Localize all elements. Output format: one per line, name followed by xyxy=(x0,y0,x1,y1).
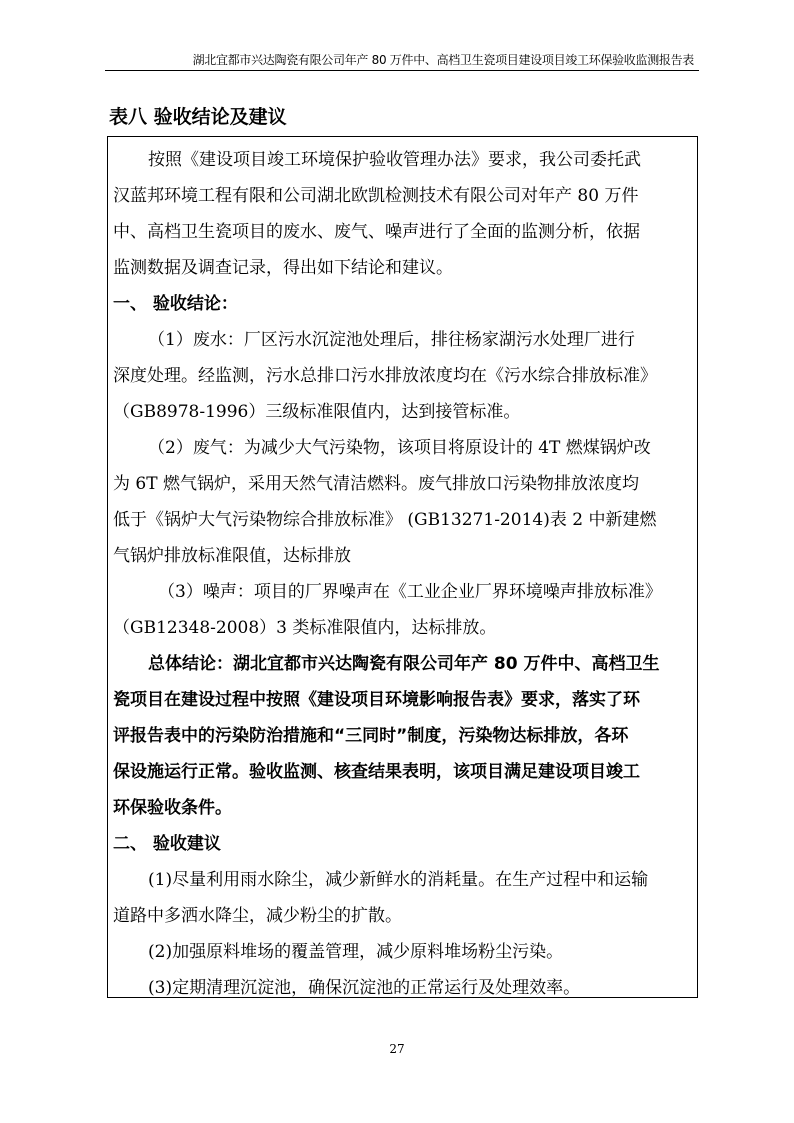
noise-line: （3）噪声：项目的厂界噪声在《工业企业厂界环境噪声排放标准》 xyxy=(158,582,662,602)
overall-conclusion-line: 瓷项目在建设过程中按照《建设项目环境影响报告表》要求，落实了环 xyxy=(113,690,640,710)
noise-line: （GB12348-2008）3 类标准限值内，达标排放。 xyxy=(113,618,497,638)
intro-line: 中、高档卫生瓷项目的废水、废气、噪声进行了全面的监测分析，依据 xyxy=(113,222,640,242)
overall-conclusion-line: 评报告表中的污染防治措施和“三同时”制度，污染物达标排放，各环 xyxy=(113,726,629,746)
suggestion-line: 道路中多洒水降尘，减少粉尘的扩散。 xyxy=(113,906,402,926)
exhaust-line: 低于《锅炉大气污染物综合排放标准》 (GB13271-2014)表 2 中新建燃 xyxy=(113,510,657,530)
overall-conclusion-line: 环保验收条件。 xyxy=(113,798,232,818)
report-header: 湖北宜都市兴达陶瓷有限公司年产 80 万件中、高档卫生瓷项目建设项目竣工环保验收监测报告表 xyxy=(192,53,694,67)
section-title: 表八 验收结论及建议 xyxy=(109,106,287,128)
suggestion-line: (3)定期清理沉淀池，确保沉淀池的正常运行及处理效率。 xyxy=(148,978,581,998)
exhaust-line: 气锅炉排放标准限值，达标排放 xyxy=(113,546,351,566)
heading-conclusion: 一、 验收结论： xyxy=(113,294,238,314)
intro-line: 汉蓝邦环境工程有限和公司湖北欧凯检测技术有限公司对年产 80 万件 xyxy=(113,186,639,206)
wastewater-line: 深度处理。经监测，污水总排口污水排放浓度均在《污水综合排放标准》 xyxy=(113,366,657,386)
exhaust-line: （2）废气：为减少大气污染物，该项目将原设计的 4T 燃煤锅炉改 xyxy=(148,438,651,458)
exhaust-line: 为 6T 燃气锅炉，采用天然气清洁燃料。废气排放口污染物排放浓度均 xyxy=(113,474,639,494)
suggestion-line: (1)尽量利用雨水除尘，减少新鲜水的消耗量。在生产过程中和运输 xyxy=(148,870,649,890)
suggestion-line: (2)加强原料堆场的覆盖管理，减少原料堆场粉尘污染。 xyxy=(148,942,564,962)
header-divider xyxy=(105,70,699,71)
wastewater-line: （1）废水：厂区污水沉淀池处理后，排往杨家湖污水处理厂进行 xyxy=(148,330,635,350)
page-number: 27 xyxy=(389,1042,405,1056)
overall-conclusion-line: 总体结论：湖北宜都市兴达陶瓷有限公司年产 80 万件中、高档卫生 xyxy=(148,654,660,674)
intro-line: 监测数据及调查记录，得出如下结论和建议。 xyxy=(113,258,453,278)
wastewater-line: （GB8978-1996）三级标准限值内，达到接管标准。 xyxy=(113,402,521,422)
overall-conclusion-line: 保设施运行正常。验收监测、核查结果表明，该项目满足建设项目竣工 xyxy=(113,762,640,782)
intro-line: 按照《建设项目竣工环境保护验收管理办法》要求，我公司委托武 xyxy=(148,150,641,170)
heading-suggestions: 二、 验收建议 xyxy=(113,834,221,854)
